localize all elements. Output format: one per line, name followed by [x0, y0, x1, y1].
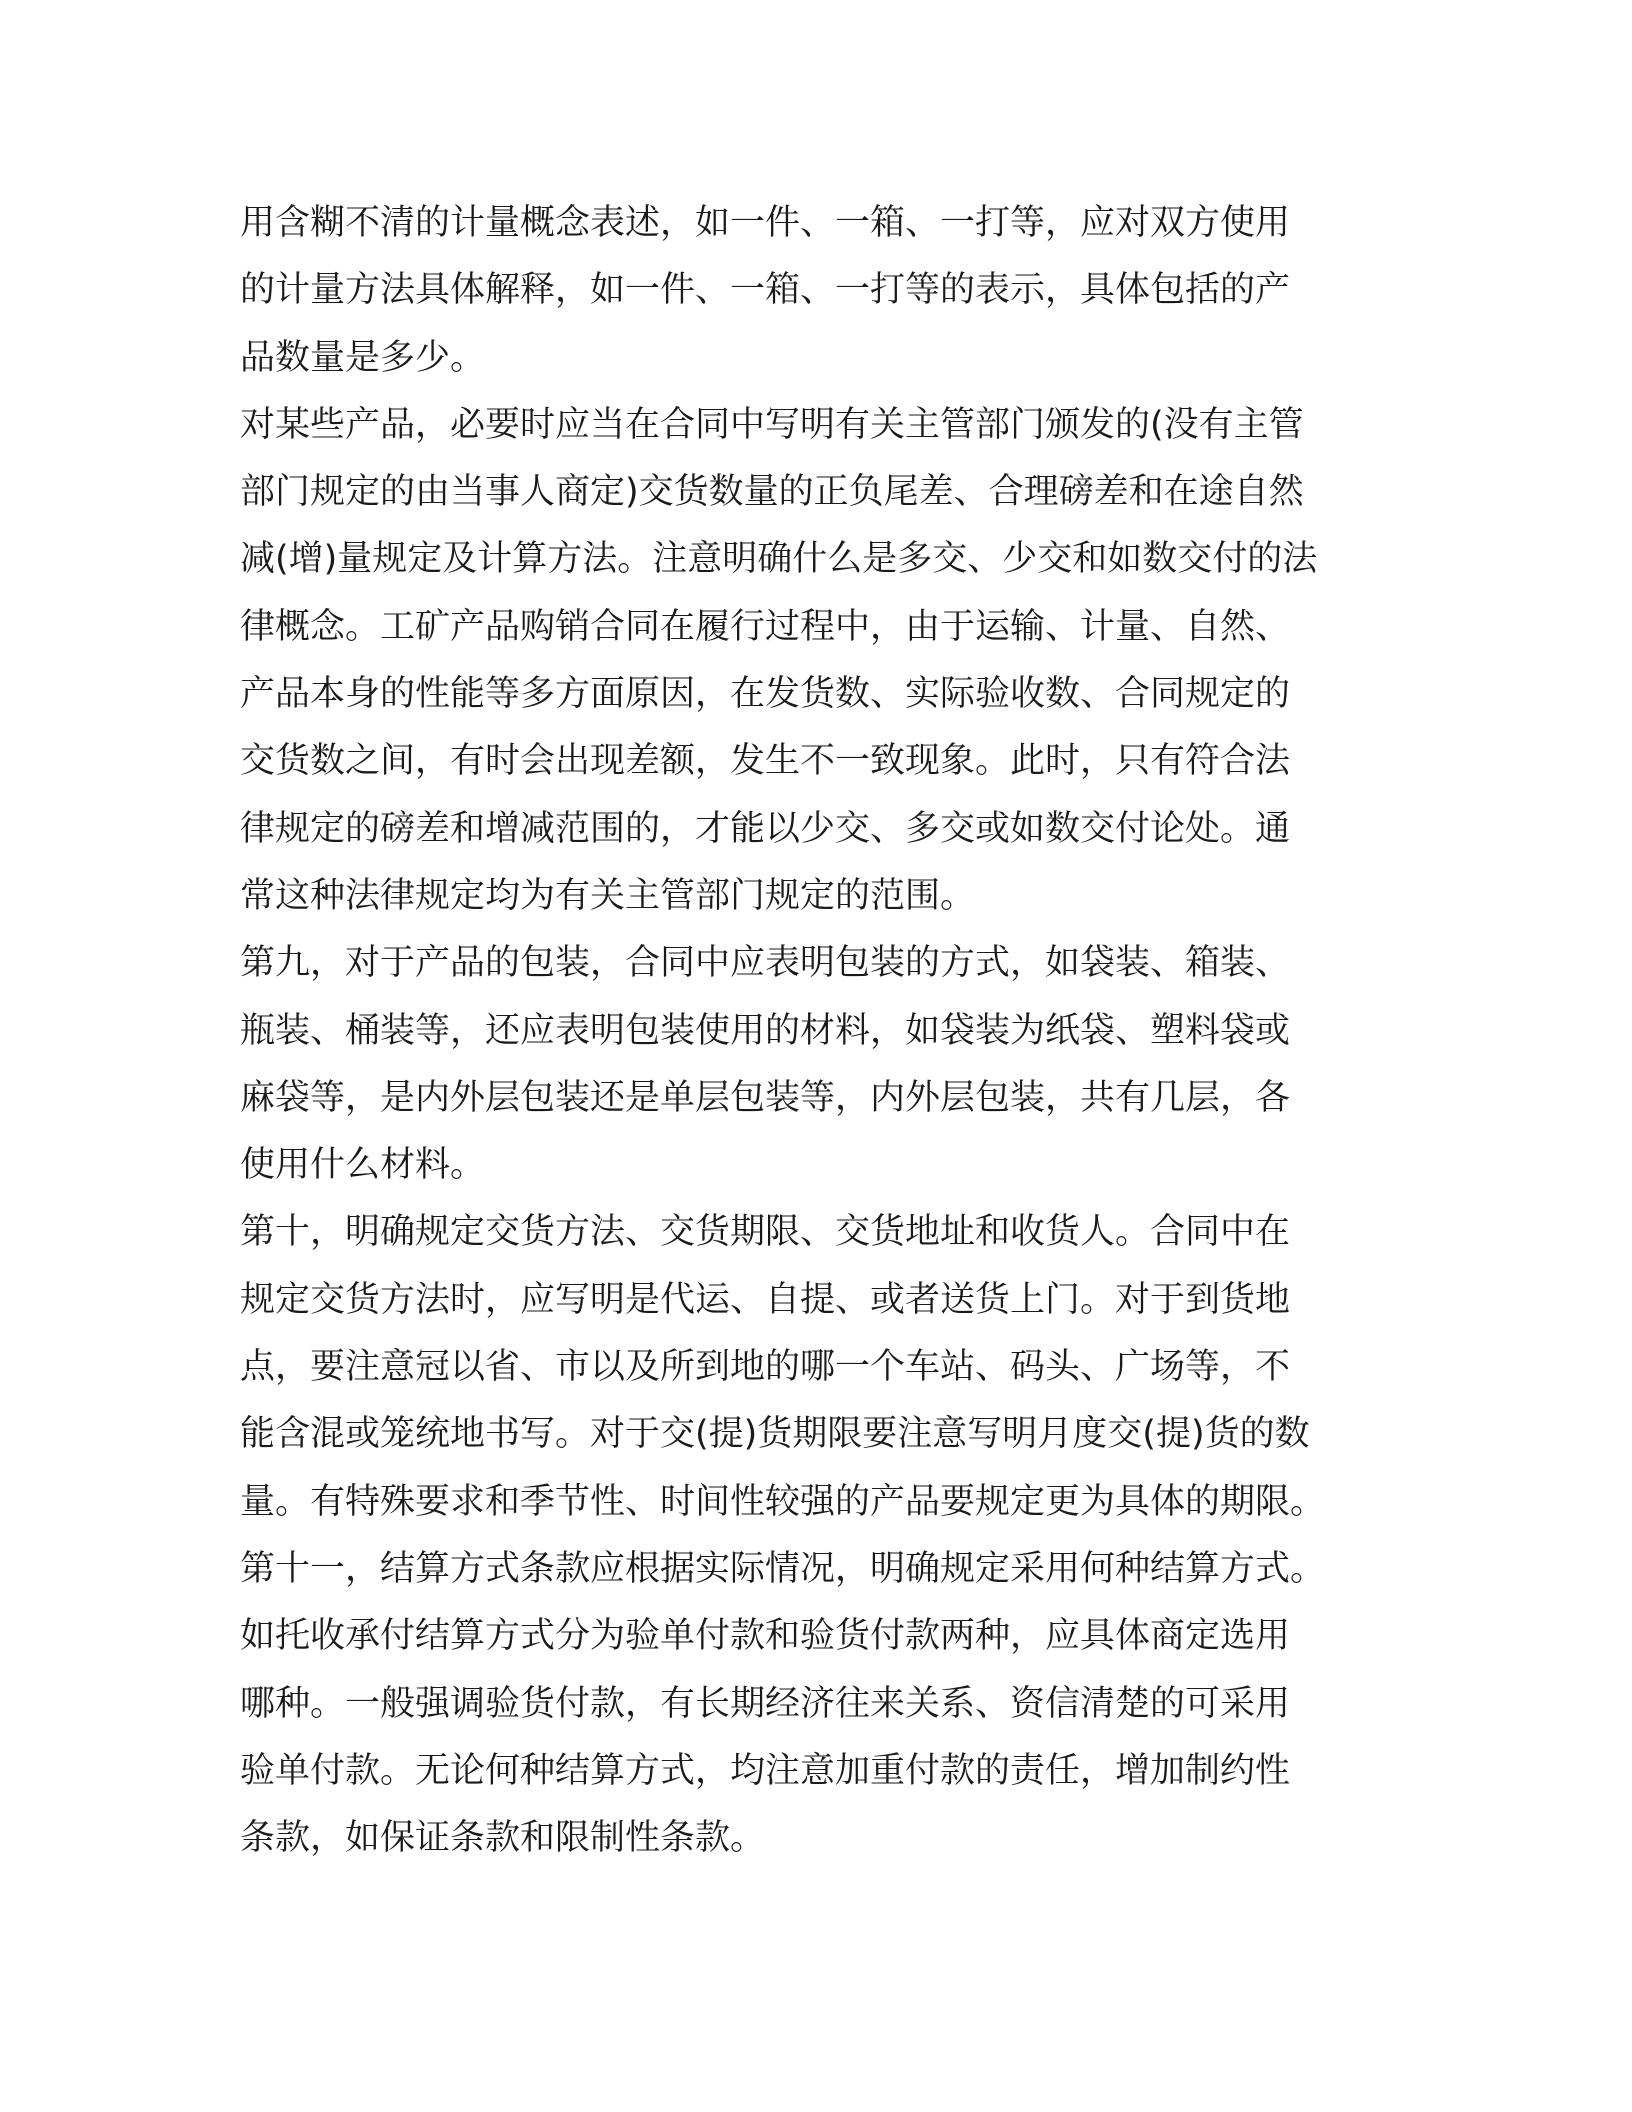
text-line: 条款，如保证条款和限制性条款。 — [240, 1818, 766, 1859]
text-line: 减(增)量规定及计算方法。注意明确什么是多交、少交和如数交付的法 — [240, 539, 1318, 580]
text-line: 律概念。工矿产品购销合同在履行过程中，由于运输、计量、自然、 — [240, 606, 1291, 647]
text-line: 用含糊不清的计量概念表述，如一件、一箱、一打等，应对双方使用 — [240, 203, 1291, 243]
document-body-text — [240, 190, 1400, 1872]
text-line: 麻袋等，是内外层包装还是单层包装等，内外层包装，共有几层，各 — [240, 1077, 1291, 1118]
text-line: 验单付款。无论何种结算方式，均注意加重付款的责任，增加制约性 — [240, 1750, 1291, 1791]
text-line: 交货数之间，有时会出现差额，发生不一致现象。此时，只有符合法 — [240, 741, 1291, 782]
text-line: 第九，对于产品的包装，合同中应表明包装的方式，如袋装、箱装、 — [240, 943, 1291, 984]
text-line: 对某些产品，必要时应当在合同中写明有关主管部门颁发的(没有主管 — [240, 404, 1304, 445]
text-line: 规定交货方法时，应写明是代运、自提、或者送货上门。对于到货地 — [240, 1279, 1291, 1320]
text-line: 第十一，结算方式条款应根据实际情况，明确规定采用何种结算方式。 — [240, 1548, 1326, 1589]
text-line: 如托收承付结算方式分为验单付款和验货付款两种，应具体商定选用 — [240, 1616, 1291, 1657]
text-line: 使用什么材料。 — [240, 1145, 486, 1186]
text-line: 点，要注意冠以省、市以及所到地的哪一个车站、码头、广场等，不 — [240, 1347, 1291, 1388]
text-line: 的计量方法具体解释，如一件、一箱、一打等的表示，具体包括的产 — [240, 270, 1291, 311]
text-line: 哪种。一般强调验货付款，有长期经济往来关系、资信清楚的可采用 — [240, 1683, 1291, 1724]
text-line: 产品本身的性能等多方面原因，在发货数、实际验收数、合同规定的 — [240, 674, 1291, 715]
text-line: 瓶装、桶装等，还应表明包装使用的材料，如袋装为纸袋、塑料袋或 — [240, 1010, 1291, 1051]
text-line: 第十，明确规定交货方法、交货期限、交货地址和收货人。合同中在 — [240, 1212, 1291, 1253]
text-line: 部门规定的由当事人商定)交货数量的正负尾差、合理磅差和在途自然 — [240, 472, 1304, 513]
text-line: 品数量是多少。 — [240, 337, 486, 378]
text-line: 能含混或笼统地书写。对于交(提)货期限要注意写明月度交(提)货的数 — [240, 1414, 1310, 1455]
text-line: 量。有特殊要求和季节性、时间性较强的产品要规定更为具体的期限。 — [240, 1481, 1326, 1522]
text-line: 常这种法律规定均为有关主管部门规定的范围。 — [240, 875, 976, 916]
text-line: 律规定的磅差和增减范围的，才能以少交、多交或如数交付论处。通 — [240, 808, 1291, 849]
